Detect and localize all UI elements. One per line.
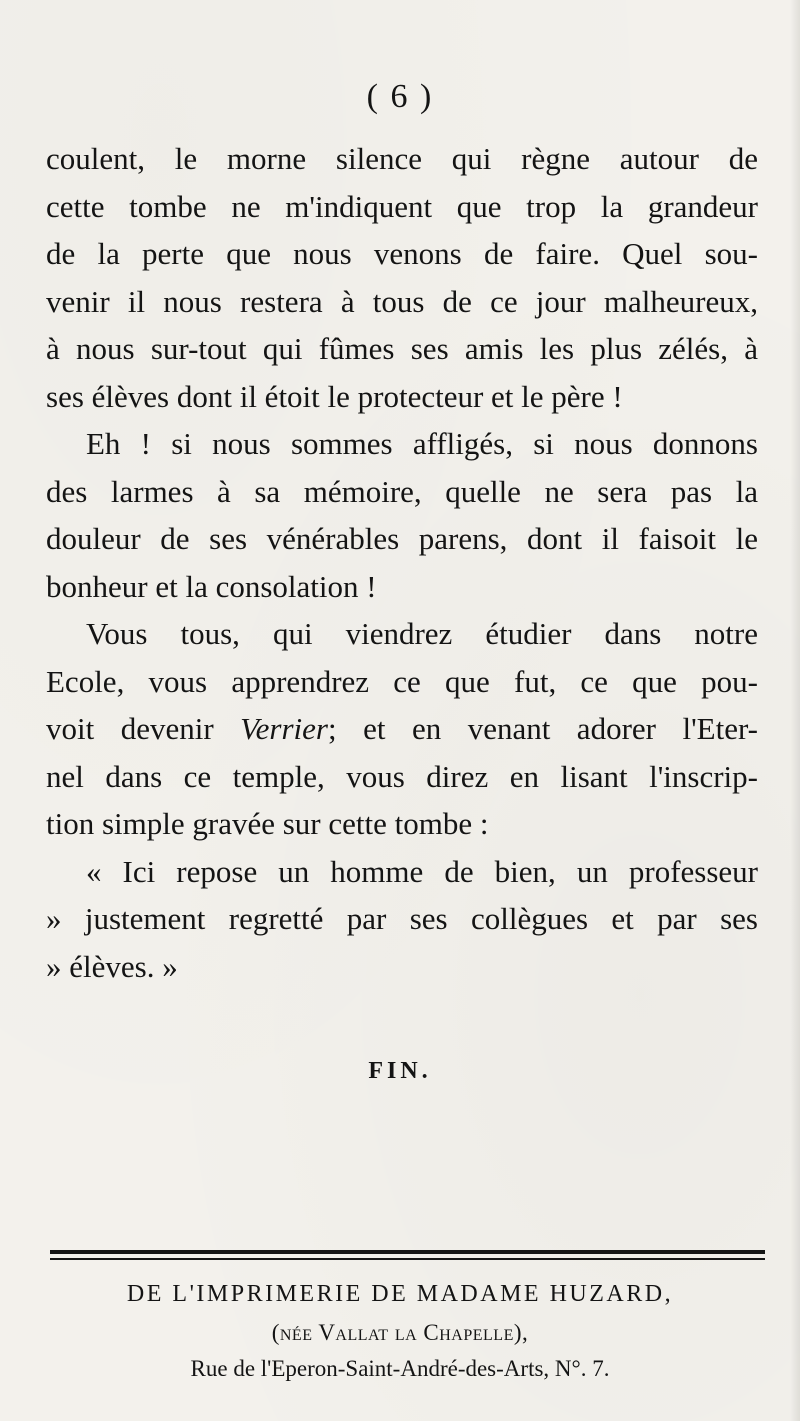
paragraph-4-inscription (46, 848, 758, 991)
page-number: ( 6 ) (366, 78, 434, 115)
text-line: cette tombe ne m'indiquent que trop la grandeur (46, 188, 758, 224)
text-line: de la perte que nous venons de faire. Quel sou- (46, 236, 758, 271)
text-line: coulent, le morne silence qui règne autour de (46, 141, 758, 176)
divider-thin (50, 1258, 765, 1260)
text-line: Ecole, vous apprendrez ce que fut, ce que pou- (46, 663, 758, 699)
text-line: nel dans ce temple, vous direz en lisant l'inscrip- (46, 758, 758, 794)
text-line: à nous sur-tout qui fûmes ses amis les plus zélés, à (46, 331, 758, 366)
text-line: des larmes à sa mémoire, quelle ne sera pas la (46, 473, 758, 509)
text-line: » justement regretté par ses collègues et par ses (46, 901, 758, 936)
divider-thick (50, 1250, 765, 1254)
imprint-address: Rue de l'Eperon-Saint-André-des-Arts, N°. 7. (190, 1356, 610, 1381)
italic-name-verrier: Verrier (240, 711, 328, 746)
text-run: ; et en venant adorer l'Eter- (327, 711, 758, 746)
text-line: Eh ! si nous sommes affligés, si nous donnons (86, 426, 758, 461)
text-line: tion simple gravée sur cette tombe : (46, 806, 489, 841)
text-line: « Ici repose un homme de bien, un professeur (86, 853, 758, 889)
paragraph-1 (46, 135, 758, 420)
text-line: venir il nous restera à tous de ce jour malheureux, (46, 283, 758, 319)
text-line-with-italic (46, 705, 758, 753)
paragraph-2 (46, 420, 758, 610)
text-line: douleur de ses vénérables parens, dont il faisoit le (46, 521, 758, 556)
imprint-printer: DE L'IMPRIMERIE DE MADAME HUZARD, (126, 1281, 674, 1307)
text-line: » élèves. » (46, 948, 178, 984)
text-run: voit devenir (46, 711, 241, 746)
page-edge-shadow (790, 0, 800, 1421)
text-line: Vous tous, qui viendrez étudier dans notre (86, 616, 758, 651)
paragraph-3 (46, 610, 758, 848)
body-text (46, 135, 758, 990)
text-line: bonheur et la consolation ! (46, 568, 377, 604)
fin-heading: FIN. (368, 1058, 432, 1084)
text-line: ses élèves dont il étoit le protecteur et le père ! (46, 378, 623, 414)
imprint-maiden-name: (née Vallat la Chapelle), (271, 1320, 529, 1345)
